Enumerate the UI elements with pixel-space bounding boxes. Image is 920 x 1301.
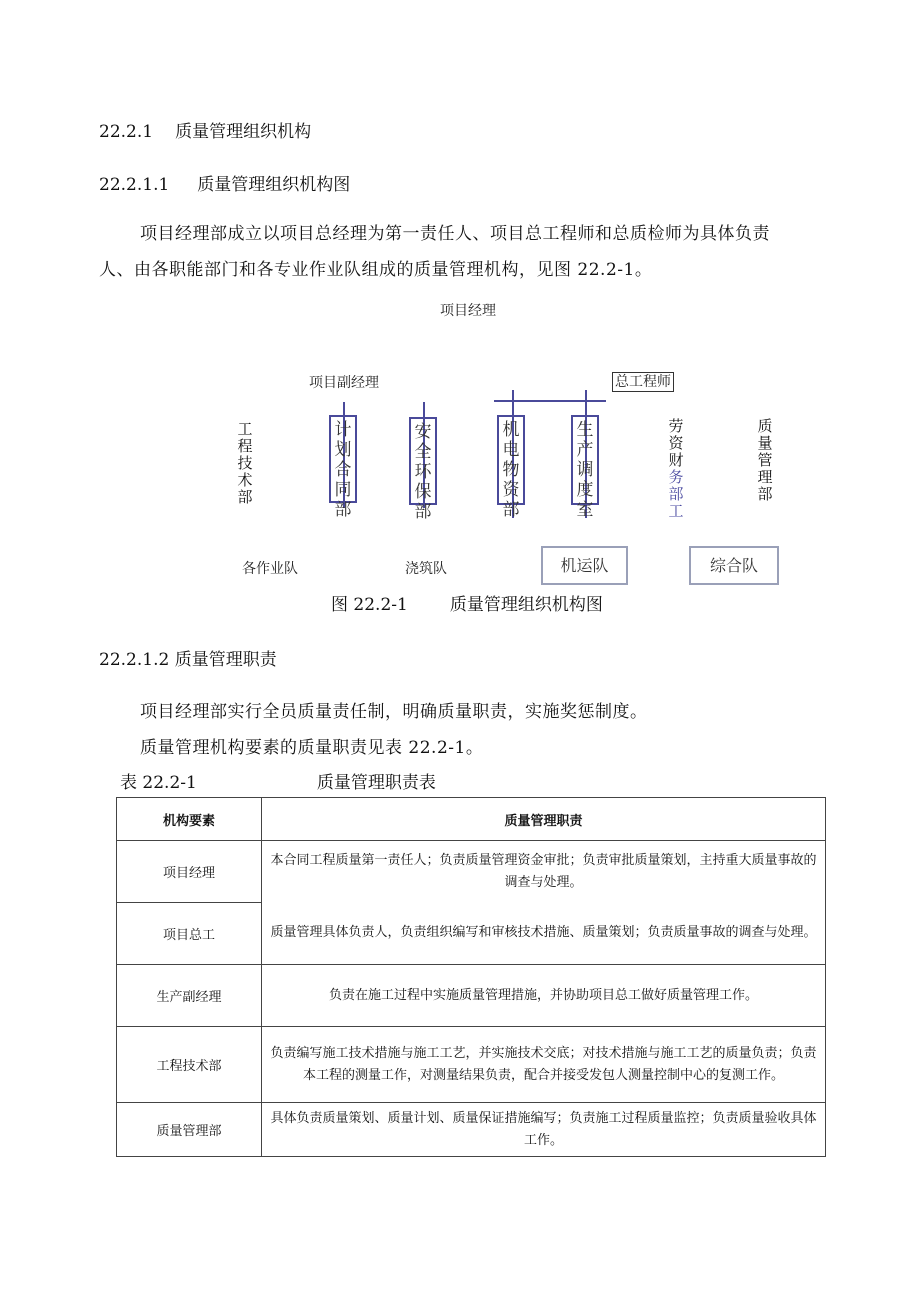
figure-caption bbox=[331, 590, 603, 615]
column-header: 机构要素 bbox=[117, 798, 262, 841]
duty-cell: 本合同工程质量第一责任人；负责质量管理资金审批；负责审批质量策划，主持重大质量事故的调查与处理。 bbox=[262, 841, 826, 903]
table-row bbox=[117, 903, 826, 965]
table-caption bbox=[120, 768, 436, 793]
subsection-heading bbox=[99, 170, 350, 195]
column-header: 质量管理职责 bbox=[262, 798, 826, 841]
duty-cell: 具体负责质量策划、质量计划、质量保证措施编写；负责施工过程质量监控；负责质量验收具体工作。 bbox=[262, 1103, 826, 1157]
subsection-heading: 22.2.1.2 质量管理职责 bbox=[99, 650, 277, 670]
section-heading bbox=[99, 117, 311, 142]
role-cell: 工程技术部 bbox=[117, 1027, 262, 1103]
subsection-title: 质量管理组织机构图 bbox=[197, 175, 351, 195]
table-row bbox=[117, 841, 826, 903]
node-deputy-manager: 项目副经理 bbox=[309, 375, 379, 391]
node-chief-engineer: 总工程师 bbox=[612, 372, 674, 392]
section-title: 质量管理组织机构 bbox=[175, 122, 312, 142]
role-cell: 质量管理部 bbox=[117, 1103, 262, 1157]
duty-table bbox=[116, 797, 826, 1157]
paragraph-line: 人、由各职能部门和各专业作业队组成的质量管理机构，见图 22.2-1。 bbox=[99, 260, 653, 280]
role-cell: 项目总工 bbox=[117, 903, 262, 965]
paragraph: 项目经理部实行全员质量责任制，明确质量职责，实施奖惩制度。 bbox=[140, 702, 648, 722]
table-row bbox=[117, 965, 826, 1027]
subsection-number: 22.2.1.1 bbox=[99, 175, 170, 195]
section-number: 22.2.1 bbox=[99, 122, 154, 142]
table-header-row bbox=[117, 798, 826, 841]
node-materials-dept: 机电物资部 bbox=[497, 415, 525, 505]
role-cell: 生产副经理 bbox=[117, 965, 262, 1027]
paragraph-line: 项目经理部成立以项目总经理为第一责任人、项目总工程师和总质检师为具体负责 bbox=[140, 224, 770, 244]
table-row bbox=[117, 1103, 826, 1157]
node-work-teams: 各作业队 bbox=[242, 561, 298, 577]
node-engineering-dept: 工程技术部 bbox=[237, 420, 253, 506]
table-title: 质量管理职责表 bbox=[316, 773, 436, 793]
node-quality-dept: 质量管理部 bbox=[757, 417, 773, 503]
node-dispatch-dept: 生产调度室 bbox=[571, 415, 599, 505]
node-comprehensive-team: 综合队 bbox=[689, 546, 779, 585]
duty-cell: 负责编写施工技术措施与施工工艺，并实施技术交底；对技术措施与施工工艺的质量负责；负责本工程的测量工作，对测量结果负责，配合并接受发包人测量控制中心的复测工作。 bbox=[262, 1027, 826, 1103]
duty-cell: 质量管理具体负责人，负责组织编写和审核技术措施、质量策划；负责质量事故的调查与处理。 bbox=[262, 903, 826, 965]
figure-number: 图 22.2-1 bbox=[331, 595, 408, 615]
connector-bar bbox=[494, 400, 606, 402]
node-pouring-team: 浇筑队 bbox=[405, 561, 447, 577]
paragraph: 质量管理机构要素的质量职责见表 22.2-1。 bbox=[140, 738, 484, 758]
node-safety-dept: 安全环保部 bbox=[409, 417, 437, 505]
figure-title: 质量管理组织机构图 bbox=[449, 595, 603, 615]
node-plan-contract-dept: 计划合同部 bbox=[329, 415, 357, 503]
duty-cell: 负责在施工过程中实施质量管理措施，并协助项目总工做好质量管理工作。 bbox=[262, 965, 826, 1027]
node-transport-team: 机运队 bbox=[541, 546, 628, 585]
node-labor-finance-dept-b: 务部工 bbox=[668, 468, 684, 520]
table-row bbox=[117, 1027, 826, 1103]
node-labor-finance-dept-a: 劳资财 bbox=[668, 417, 684, 469]
table-number: 表 22.2-1 bbox=[120, 773, 197, 793]
node-project-manager: 项目经理 bbox=[440, 303, 496, 319]
role-cell: 项目经理 bbox=[117, 841, 262, 903]
